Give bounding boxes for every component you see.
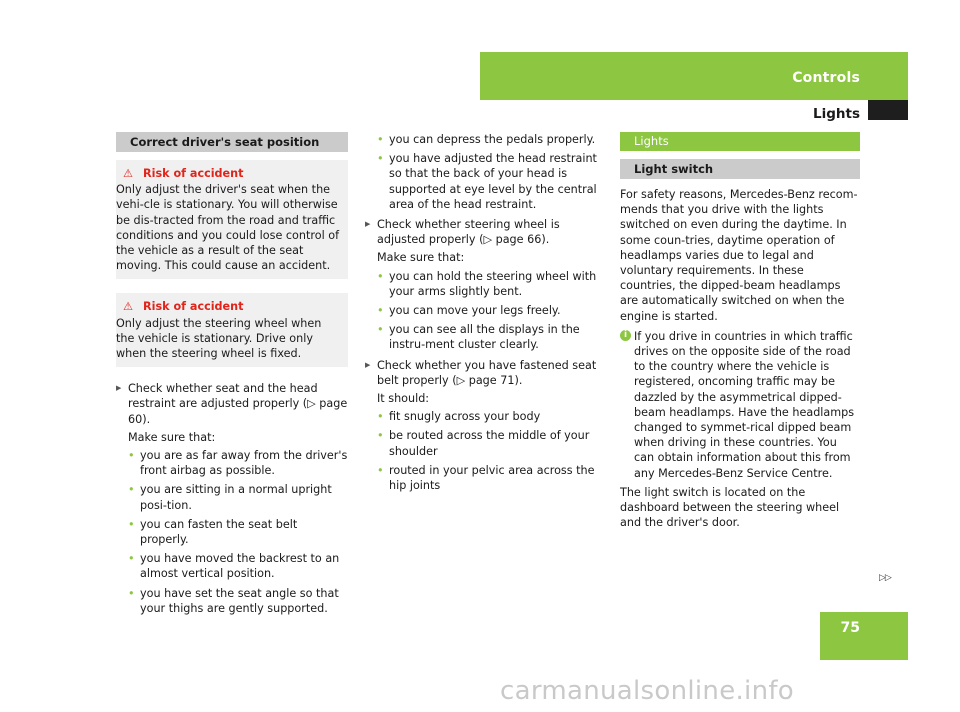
bullet-icon: • [377,133,384,146]
bullet-icon: • [128,586,135,600]
subsection-label: Lights [813,106,860,122]
warning-box [116,160,348,279]
bullet-icon: • [377,410,384,424]
warning-triangle-icon: ⚠ [123,300,134,314]
section-heading: Lights [620,132,860,151]
warning-triangle-icon: ⚠ [123,167,134,180]
bullet-icon: • [377,463,384,477]
bullet-icon: • [128,552,135,566]
warning-box [116,293,348,367]
column-3 [620,132,860,533]
list-item: • you can see all the displays in the instru-ment cluster clearly. [377,323,580,352]
list-item: • you can hold the steering wheel with your arms slightly bent. [377,269,597,298]
instruction-step: ▶ Check whether steering wheel is adjusted properly (▷ page 66). [365,217,605,247]
page-number-box [820,612,908,660]
continue-icon: ▷▷ [879,573,891,583]
list-item: • you can move your legs freely. [377,304,561,318]
bullet-icon: • [128,517,135,531]
watermark: carmanualsonline.info [500,676,795,706]
bullet-icon: • [377,304,384,318]
warning-body: Only adjust the driver's seat when the vehi-cle is stationary. You will otherwise be dis-tracted from the road and traffic conditions and you could lose control of the vehicle as a result of the seat moving. This could cause an accident. [116,183,340,273]
paragraph: For safety reasons, Mercedes-Benz recom-mends that you drive with the lights switched on even during the daytime. In some coun-tries, daytime operation of headlamps varies due to legal and voluntary requirements. In these countries, the dipped-beam headlamps are automatically switched on when the engine is started. [620,188,858,323]
info-icon: i [620,330,631,341]
page-number: 75 [840,620,860,636]
instruction-subtext: Make sure that: [377,251,465,265]
bullet-icon: • [128,449,135,463]
column-1 [116,132,348,620]
bullet-icon: • [128,483,135,497]
list-item: • you have moved the backrest to an almost vertical position. [128,552,340,581]
section-label: Controls [792,70,860,86]
list-item: • be routed across the middle of your shoulder [377,429,590,458]
bullet-icon: • [377,323,384,337]
sub-heading: Light switch [620,159,860,179]
warning-body: Only adjust the steering wheel when the vehicle is stationary. Drive only when the steering wheel is fixed. [116,316,322,361]
column-2 [365,132,605,497]
instruction-subtext: Make sure that: [128,430,216,444]
list-item: • you are sitting in a normal upright posi-tion. [128,483,332,512]
instruction-step: ▶ Check whether seat and the head restraint are adjusted properly (▷ page 60). [116,381,348,427]
list-item: • routed in your pelvic area across the hip joints [377,463,595,493]
warning-title: ⚠ Risk of accident [123,167,244,180]
list-item: • you can depress the pedals properly. [377,133,596,146]
warning-title: ⚠ Risk of accident [123,300,244,314]
section-heading: Correct driver's seat position [116,132,348,152]
section-tab [480,52,908,100]
paragraph: The light switch is located on the dashboard between the steering wheel and the driver's door. [620,485,840,530]
instruction-subtext: It should: [377,392,430,406]
list-item: • you have adjusted the head restraint so that the back of your head is supported at eye level by the central area of the head restraint. [377,152,597,211]
info-note: i If you drive in countries in which traffic drives on the opposite side of the road to the country where the vehicle is registered, oncoming traffic may be dazzled by the asymmetrical dipped-beam headlamps. Have the headlamps changed to symmet-rical dipped beam when driving in these countries. You can obtain information about this from any Mercedes-Benz Service Centre. [620,329,860,481]
list-item: • you have set the seat angle so that your thighs are gently supported. [128,586,339,615]
instruction-step: ▶ Check whether you have fastened seat belt properly (▷ page 71). [365,358,605,388]
bullet-icon: • [377,429,384,443]
list-item: • fit snugly across your body [377,410,541,424]
list-item: • you are as far away from the driver's front airbag as possible. [128,449,348,478]
header-marker [868,100,908,120]
bullet-icon: • [377,269,384,283]
list-item: • you can fasten the seat belt properly. [128,517,298,547]
bullet-icon: • [377,152,384,166]
